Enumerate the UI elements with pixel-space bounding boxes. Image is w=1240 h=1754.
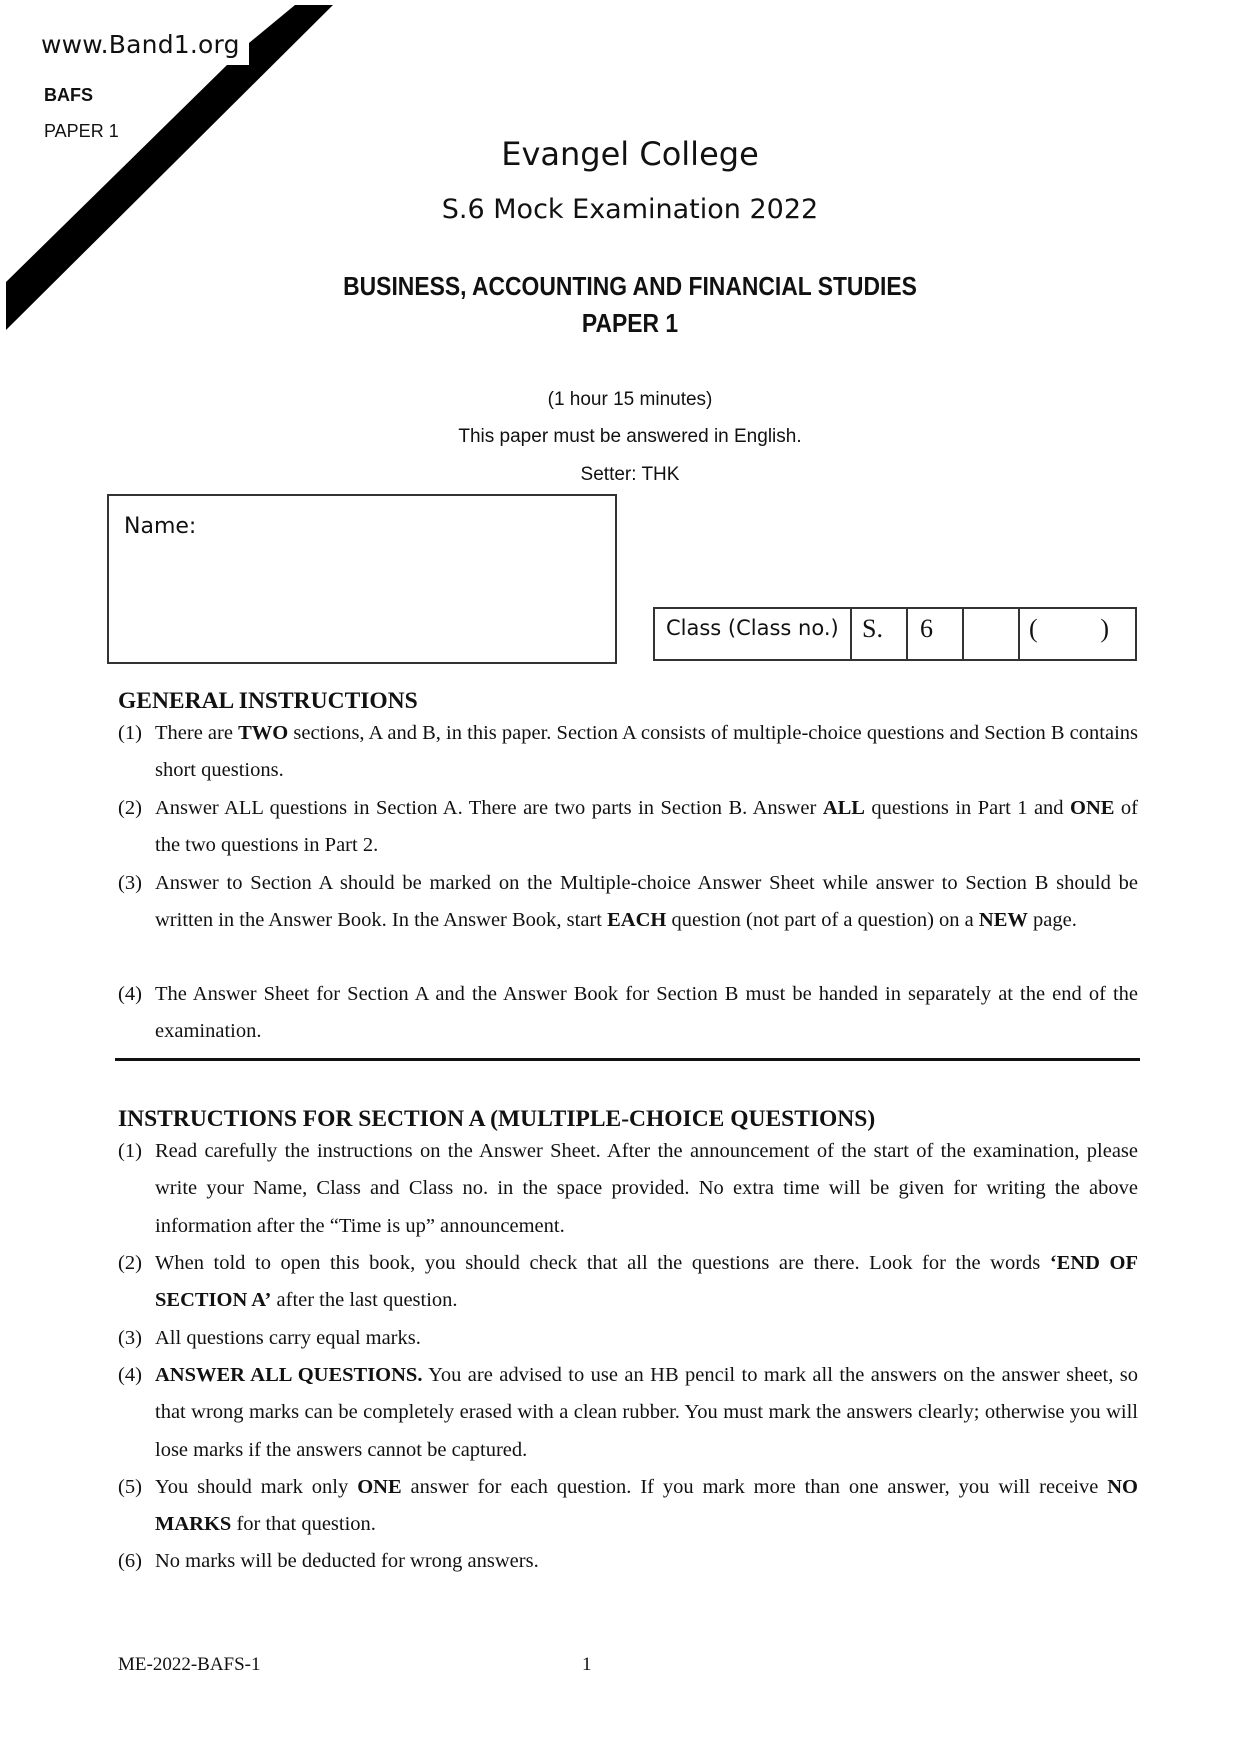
- instruction-segment: question (not part of a question) on a: [666, 909, 979, 932]
- instruction-item: [118, 1469, 1138, 1544]
- section-divider-rule: [115, 1058, 1140, 1061]
- instruction-number: (2): [118, 797, 142, 819]
- instruction-segment: questions in Part 1 and: [864, 797, 1071, 819]
- language-note: This paper must be answered in English.: [458, 426, 802, 447]
- instruction-text: [118, 865, 1138, 940]
- corner-subject-tag: BAFS: [44, 85, 93, 105]
- instruction-emphasis: TWO: [238, 722, 289, 744]
- instruction-emphasis: ANSWER ALL QUESTIONS.: [155, 1364, 423, 1386]
- class-number-field[interactable]: [1020, 609, 1135, 659]
- class-label-cell: [655, 609, 852, 659]
- instruction-segment: Read carefully the instructions on the Answer Sheet. After the announcement of the start of the examination, please write your Name, Class and Class no. in the space provided. No extra time will be given for writing the above information after the “Time is up” announcement.: [155, 1140, 1138, 1237]
- page-number: 1: [582, 1654, 592, 1675]
- instruction-segment: You should mark only: [155, 1476, 358, 1498]
- instruction-number: (2): [118, 1252, 142, 1274]
- instruction-emphasis: NO MARKS: [155, 1476, 1138, 1536]
- instruction-number: (1): [118, 722, 142, 744]
- class-form-cell: [908, 609, 964, 659]
- instruction-text: [118, 1320, 1138, 1357]
- class-prefix-cell: [852, 609, 908, 659]
- instruction-item: [118, 865, 1138, 940]
- instruction-segment: page.: [1027, 909, 1077, 932]
- school-name: Evangel College: [501, 135, 759, 173]
- setter-note: Setter: THK: [580, 464, 680, 485]
- instruction-number: (1): [118, 1140, 142, 1162]
- instruction-segment: for that question.: [231, 1513, 376, 1536]
- instruction-text: [118, 1133, 1138, 1245]
- instruction-number: (6): [118, 1550, 142, 1572]
- instruction-item: [118, 976, 1138, 1051]
- class-form: 6: [920, 614, 933, 643]
- corner-paper-tag: PAPER 1: [44, 121, 119, 141]
- instruction-emphasis: ONE: [357, 1476, 402, 1498]
- instruction-number: (3): [118, 1327, 142, 1349]
- paper-code: ME-2022-BAFS-1: [118, 1654, 261, 1675]
- instruction-number: (4): [118, 983, 142, 1005]
- exam-title: S.6 Mock Examination 2022: [441, 194, 819, 225]
- instruction-segment: Answer to Section A should be marked on the Multiple-choice Answer Sheet while answer to Section B should be written in the Answer Book. In the Answer Book, start: [155, 872, 1138, 932]
- instruction-item: [118, 1357, 1138, 1469]
- instruction-text: [118, 1245, 1138, 1320]
- instruction-segment: You are advised to use an HB pencil to mark all the answers on the answer sheet, so that wrong marks can be completely erased with a clean rubber. You must mark the answers clearly; otherwise you will lose marks if the answers cannot be captured.: [155, 1364, 1138, 1461]
- instruction-text: [118, 1543, 1138, 1580]
- watermark-text: www.Band1.org: [41, 30, 240, 59]
- instruction-segment: answer for each question. If you mark more than one answer, you will receive: [401, 1476, 1108, 1498]
- instruction-segment: after the last question.: [271, 1289, 458, 1312]
- instruction-item: [118, 715, 1138, 790]
- class-number-open-paren: (: [1029, 614, 1038, 643]
- instruction-number: (5): [118, 1476, 142, 1498]
- instruction-segment: The Answer Sheet for Section A and the Answer Book for Section B must be handed in separately at the end of the examination.: [155, 983, 1138, 1043]
- instruction-number: (4): [118, 1364, 142, 1386]
- general-instructions-heading: GENERAL INSTRUCTIONS: [118, 688, 418, 714]
- instruction-item: [118, 1133, 1138, 1245]
- instruction-segment: All questions carry equal marks.: [155, 1327, 421, 1349]
- class-number-close-paren: ): [1100, 614, 1109, 643]
- instruction-emphasis: ALL: [822, 797, 865, 819]
- instruction-segment: Answer ALL questions in Section A. There are two parts in Section B. Answer: [155, 797, 823, 819]
- instruction-emphasis: EACH: [607, 909, 667, 932]
- instruction-item: [118, 1543, 1138, 1580]
- instruction-item: [118, 790, 1138, 865]
- instruction-emphasis: NEW: [978, 909, 1028, 932]
- instruction-segment: No marks will be deducted for wrong answers.: [155, 1550, 539, 1572]
- instruction-emphasis: ‘END OF SECTION A’: [155, 1252, 1139, 1312]
- name-field-box[interactable]: [107, 494, 617, 664]
- instruction-segment: sections, A and B, in this paper. Section A consists of multiple-choice questions and Section B contains short questions.: [155, 722, 1138, 782]
- instruction-segment: When told to open this book, you should check that all the questions are there. Look for the words: [155, 1252, 1050, 1274]
- instruction-text: [118, 790, 1138, 865]
- name-label: Name:: [124, 514, 197, 539]
- class-stream-field[interactable]: [964, 609, 1020, 659]
- instruction-segment: of the two questions in Part 2.: [155, 797, 1138, 857]
- instruction-segment: There are: [155, 722, 239, 744]
- instruction-text: [118, 1469, 1138, 1544]
- section-a-instructions-heading: INSTRUCTIONS FOR SECTION A (MULTIPLE-CHOICE QUESTIONS): [118, 1106, 876, 1132]
- instruction-text: [118, 1357, 1138, 1469]
- class-table: [653, 607, 1137, 661]
- instruction-text: [118, 976, 1138, 1051]
- instruction-item: [118, 1320, 1138, 1357]
- paper-title: PAPER 1: [581, 308, 679, 338]
- instruction-text: [118, 715, 1138, 790]
- exam-duration: (1 hour 15 minutes): [547, 389, 713, 410]
- instruction-emphasis: ONE: [1070, 797, 1115, 819]
- class-label: Class (Class no.): [666, 616, 839, 640]
- instruction-item: [118, 1245, 1138, 1320]
- subject-title: BUSINESS, ACCOUNTING AND FINANCIAL STUDIES: [343, 271, 917, 301]
- instruction-number: (3): [118, 872, 142, 894]
- class-prefix: S.: [862, 614, 883, 643]
